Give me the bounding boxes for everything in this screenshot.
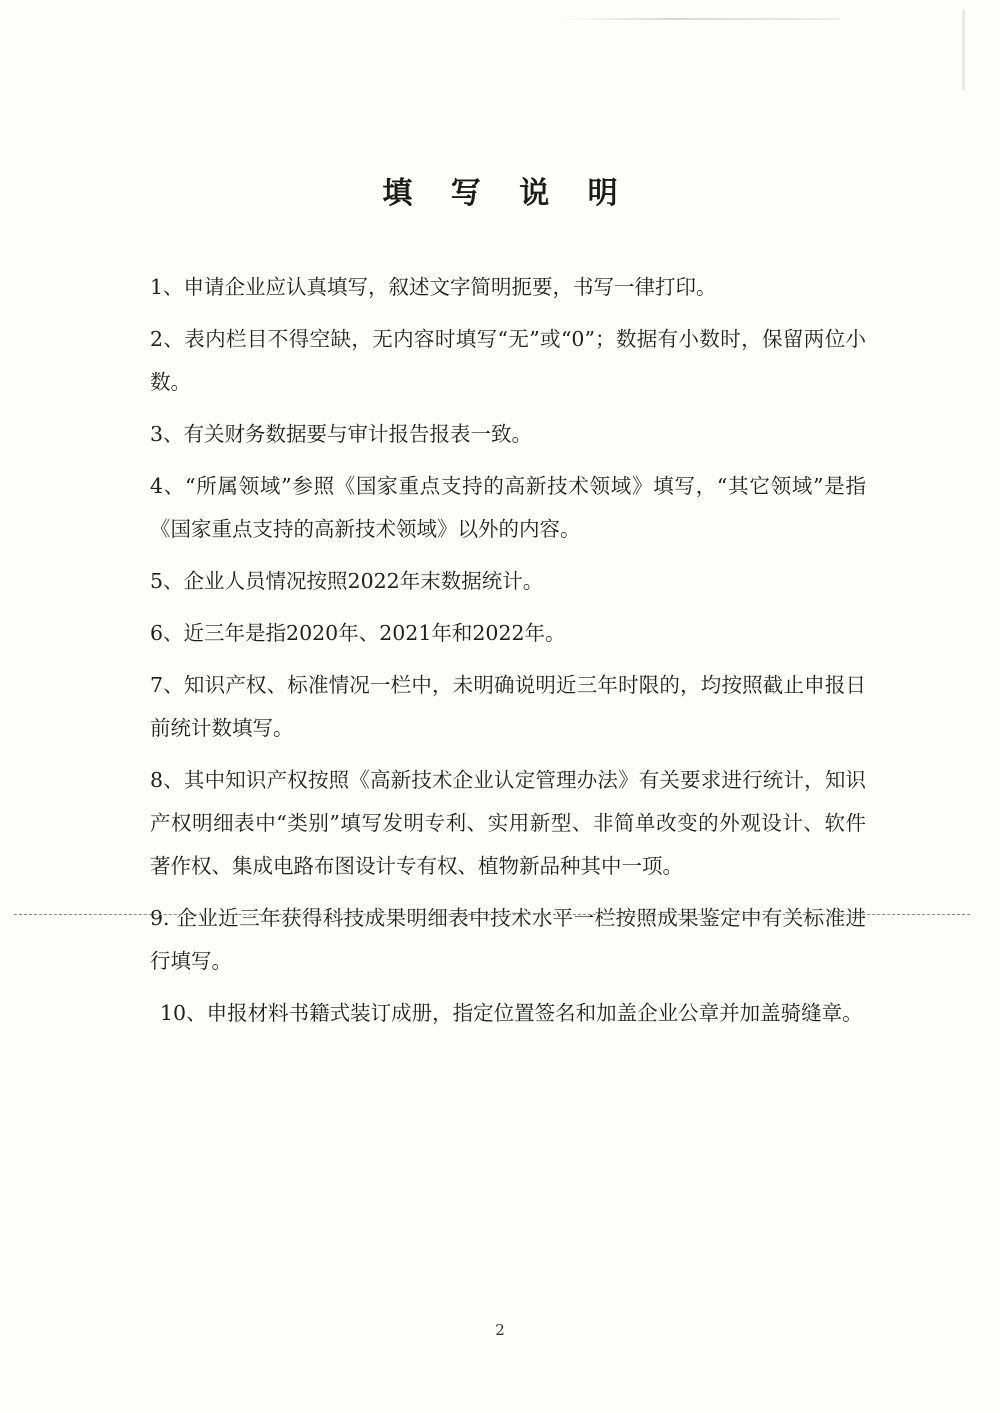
instruction-item-1: 1、申请企业应认真填写，叙述文字简明扼要，书写一律打印。 [150,275,717,299]
instruction-item-10: 10、申报材料书籍式装订成册，指定位置签名和加盖企业公章并加盖骑缝章。 [160,1001,863,1025]
instruction-item-2: 2、表内栏目不得空缺，无内容时填写“无”或“0”；数据有小数时，保留两位小数。 [150,327,866,394]
instruction-item-7: 7、知识产权、标准情况一栏中，未明确说明近三年时限的，均按照截止申报日前统计数填写。 [150,673,866,740]
instructions-body [150,266,866,1044]
instruction-item-9: 9. 企业近三年获得科技成果明细表中技术水平一栏按照成果鉴定中有关标准进行填写。 [150,906,866,973]
instruction-item-8: 8、其中知识产权按照《高新技术企业认定管理办法》有关要求进行统计，知识产权明细表中“类别”填写发明专利、实用新型、非简单改变的外观设计、软件著作权、集成电路布图设计专有权、植物新品种其中一项。 [150,768,866,878]
instruction-item-3: 3、有关财务数据要与审计报告报表一致。 [150,422,533,446]
scan-artifact [962,10,965,90]
instruction-item-5: 5、企业人员情况按照2022年末数据统计。 [150,569,544,593]
instruction-item-4: 4、“所属领域”参照《国家重点支持的高新技术领域》填写，“其它领域”是指《国家重点支持的高新技术领域》以外的内容。 [150,474,866,541]
page-number: 2 [495,1321,505,1339]
fold-line [14,914,970,915]
instruction-item-6: 6、近三年是指2020年、2021年和2022年。 [150,621,566,645]
scan-artifact [560,18,840,20]
page-title: 填 写 说 明 [382,176,632,211]
